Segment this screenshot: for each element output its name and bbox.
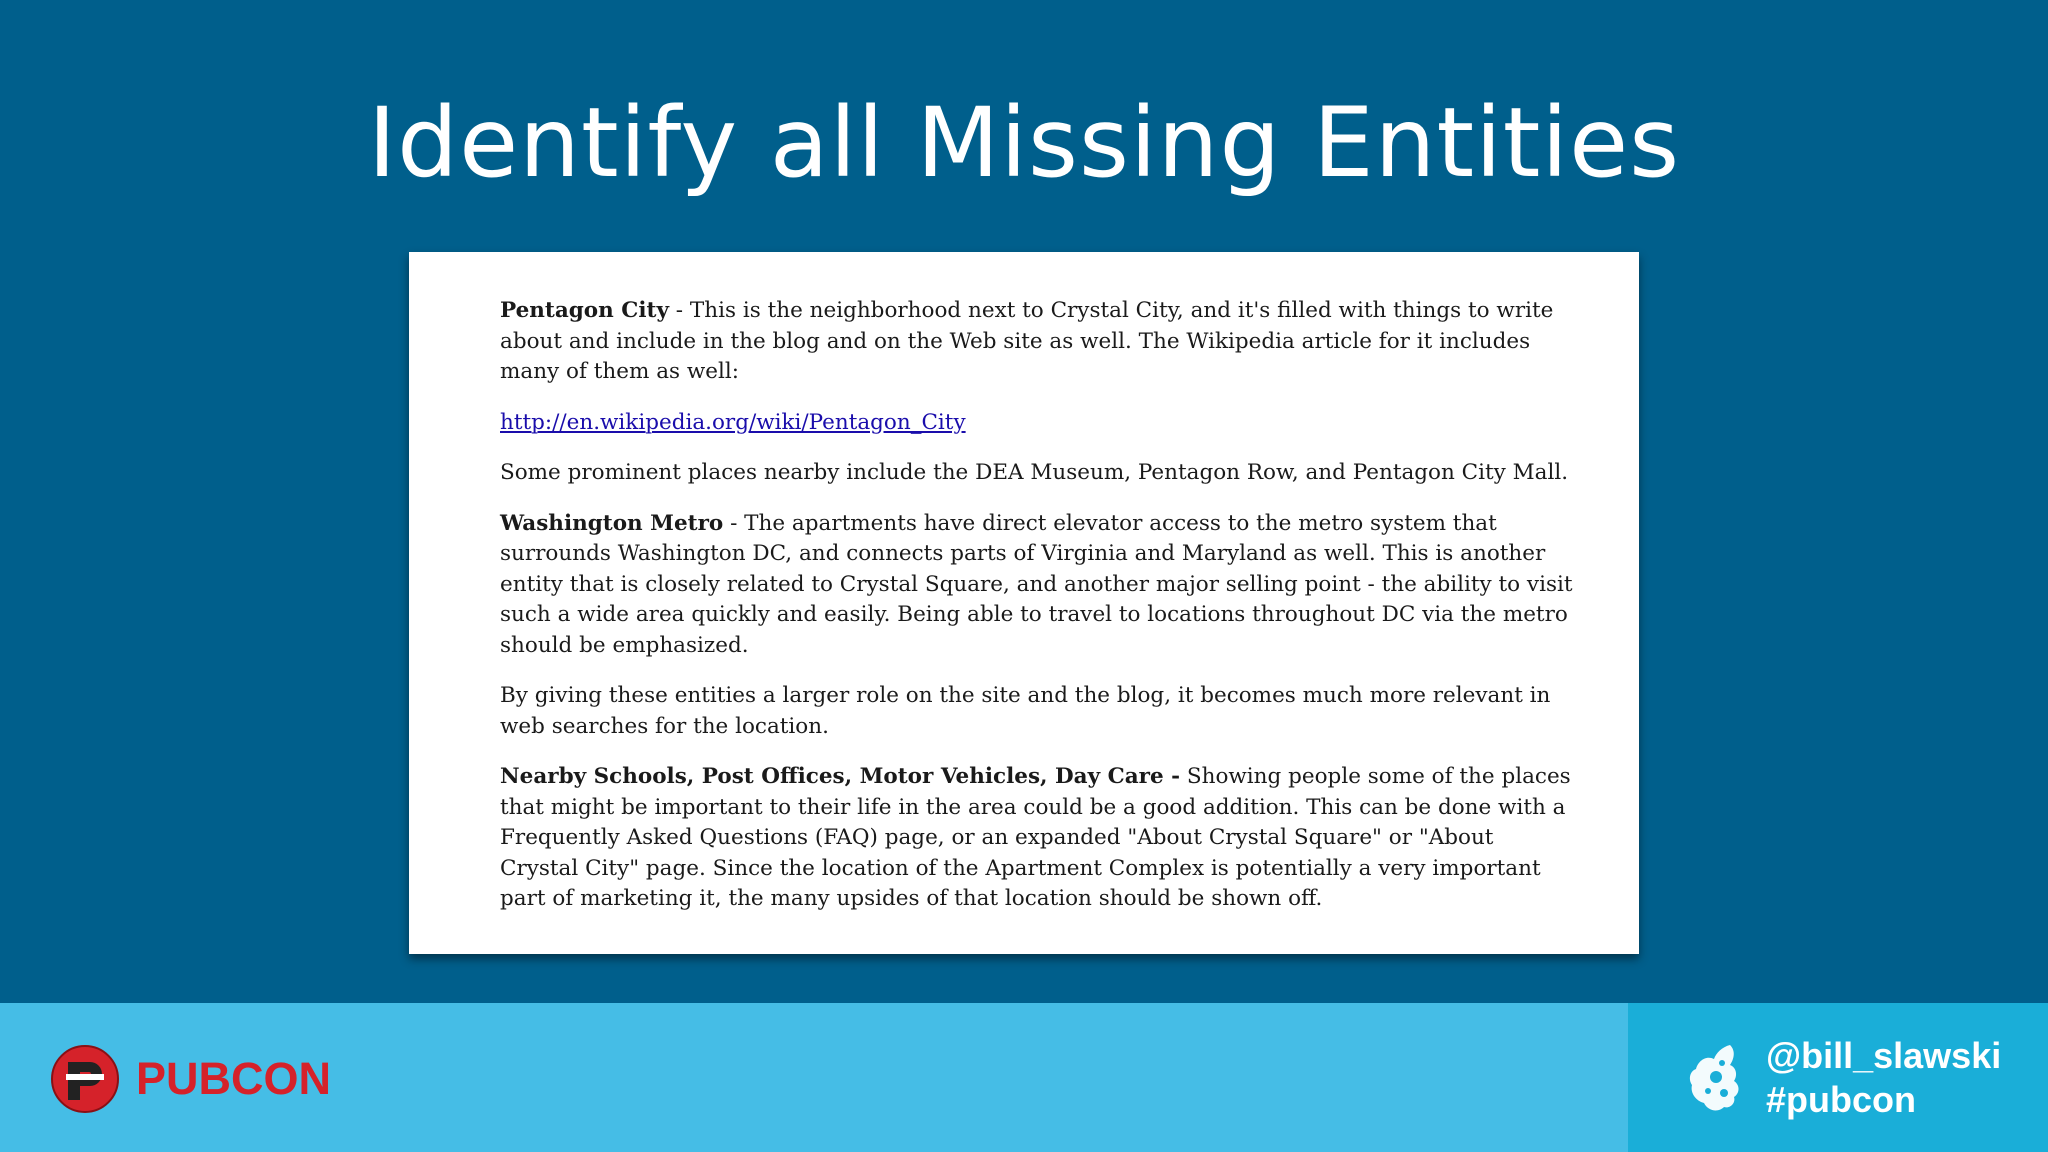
heading-nearby: Nearby Schools, Post Offices, Motor Vehicles, Day Care - — [500, 764, 1181, 789]
paragraph-pentagon-city — [500, 296, 1575, 388]
paragraph-places: Some prominent places nearby include the DEA Museum, Pentagon Row, and Pentagon City Mall. — [500, 460, 1569, 485]
footer-band — [0, 1003, 2048, 1152]
social-panel — [1628, 1003, 2048, 1152]
text-nearby: Showing people some of the places that might be important to their life in the area could be a good addition. This can be done with a Frequently Asked Questions (FAQ) page, or an expanded "About Crystal Square" or "About Crystal City" page. Since the location of the Apartment Complex is potentially a very important part of marketing it, the many upsides of that location should be shown off. — [500, 764, 1571, 911]
paragraph-washington-metro — [500, 509, 1575, 662]
paragraph-entities-role: By giving these entities a larger role on the site and the blog, it becomes much more relevant in web searches for the location. — [500, 683, 1551, 739]
pubcon-logo-icon — [50, 1044, 120, 1114]
document-screenshot — [409, 252, 1639, 954]
pubcon-brand: PUBCON — [136, 1053, 332, 1104]
paragraph-link — [500, 408, 1575, 439]
twitter-handle: @bill_slawski — [1766, 1035, 2002, 1076]
document-body — [500, 296, 1575, 935]
text-pentagon-city: - This is the neighborhood next to Crystal City, and it's filled with things to write about and include in the blog and on the Web site as well. The Wikipedia article for it includes many of them as well: — [500, 298, 1554, 384]
paragraph-nearby — [500, 762, 1575, 915]
bird-icon — [1686, 1041, 1744, 1117]
text-washington-metro: - The apartments have direct elevator access to the metro system that surrounds Washington DC, and connects parts of Virginia and Maryland as well. This is another entity that is closely related to Crystal Square, and another major selling point - the ability to visit such a wide area quickly and easily. Being able to travel to locations throughout DC via the metro should be emphasized. — [500, 510, 1573, 658]
slide-title: Identify all Missing Entities — [367, 87, 1681, 199]
heading-pentagon-city: Pentagon City — [500, 298, 669, 323]
wikipedia-link[interactable]: http://en.wikipedia.org/wiki/Pentagon_City — [500, 409, 966, 435]
heading-washington-metro: Washington Metro — [500, 510, 724, 536]
hashtag: #pubcon — [1766, 1079, 1916, 1120]
